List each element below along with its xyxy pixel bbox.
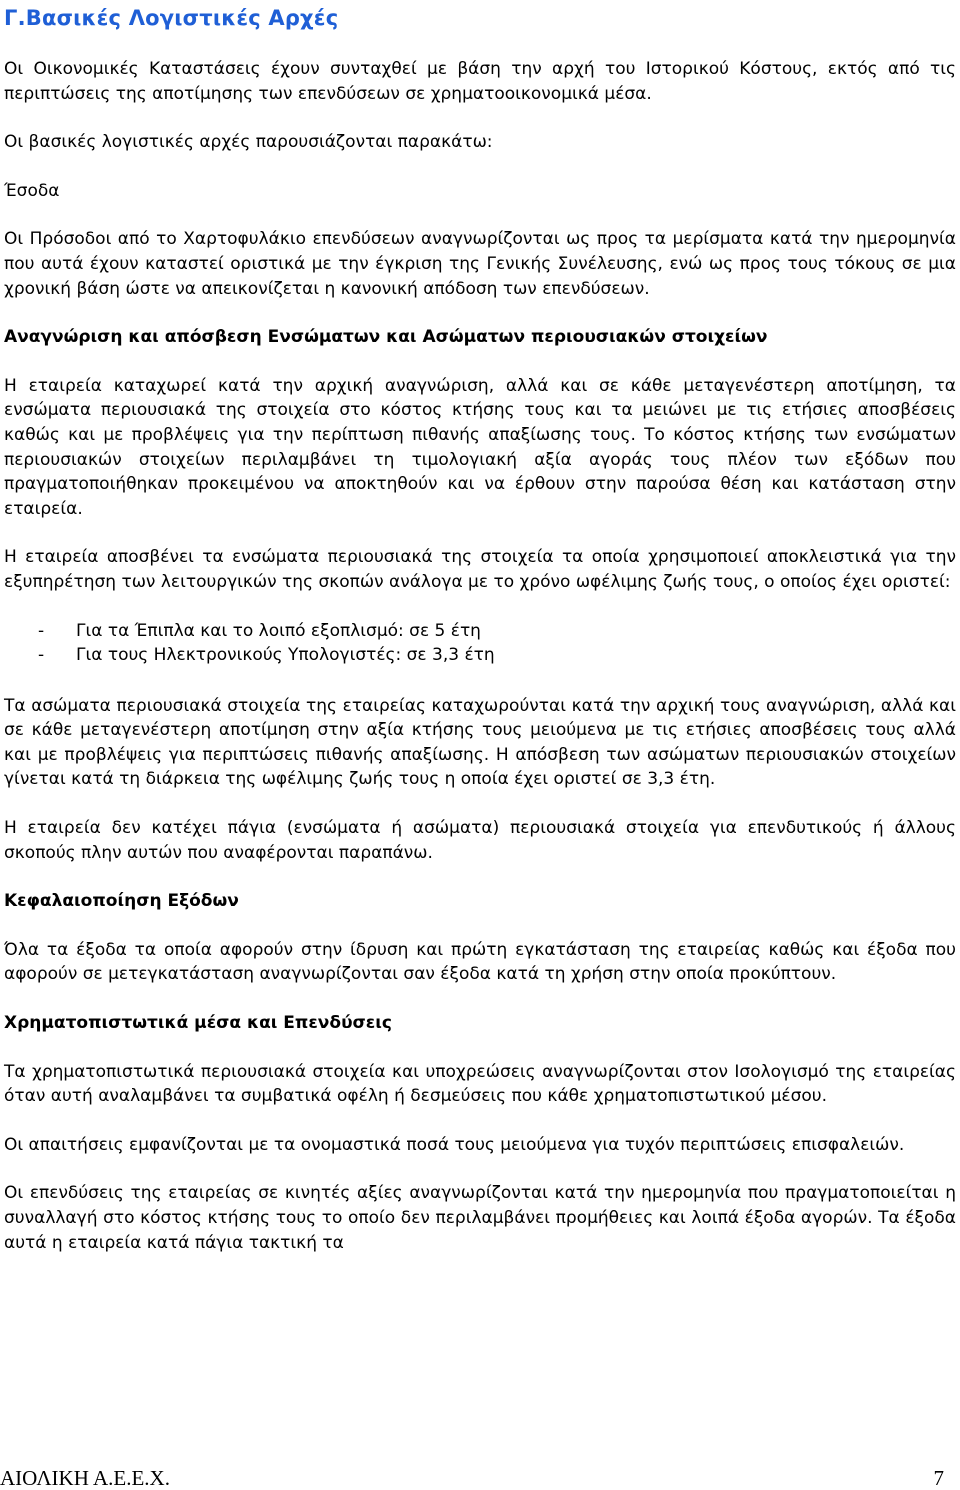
list-item	[4, 619, 956, 644]
principles-intro-paragraph: Οι βασικές λογιστικές αρχές παρουσιάζονται παρακάτω:	[4, 132, 493, 153]
list-item	[4, 643, 956, 668]
footer-company: ΑΙΟΛΙΚΗ Α.Ε.Ε.Χ.	[0, 1466, 170, 1490]
intangible-paragraph: Τα ασώματα περιουσιακά στοιχεία της εταιρείας καταχωρούνται κατά την αρχική τους αναγνώριση, αλλά και σε κάθε μεταγενέστερη αποτίμηση στην αξία κτήσης τους μειούμενα με τις ετήσιες αποσβέσεις τους αλλά και με προβλέψεις για περιπτώσεις πιθανής απαξίωσης. Η απόσβεση των ασώματων περιουσιακών στοιχείων γίνεται κατά τη διάρκεια της ωφέλιμης ζωής τους η οποία έχει οριστεί σε 3,3 έτη.	[4, 695, 956, 790]
financial-paragraph-2: Οι απαιτήσεις εμφανίζονται με τα ονομαστικά ποσά τους μειούμενα για τυχόν περιπτώσεις επισφαλειών.	[4, 1134, 905, 1155]
list-bullet: -	[38, 620, 45, 641]
no-other-assets-paragraph: Η εταιρεία δεν κατέχει πάγια (ενσώματα ή ασώματα) περιουσιακά στοιχεία για επενδυτικούς ή άλλους σκοπούς πλην αυτών που αναφέρονται παραπάνω.	[4, 818, 956, 863]
document-page	[4, 0, 956, 1255]
list-bullet: -	[38, 645, 45, 666]
financial-paragraph-1: Τα χρηματοπιστωτικά περιουσιακά στοιχεία και υποχρεώσεις αναγνωρίζονται στον Ισολογισμό της εταιρείας όταν αυτή αναλαμβάνει τα συμβατικά οφέλη ή δεσμεύσεις που κάθε χρηματοπιστωτικού μέσου.	[4, 1061, 956, 1107]
list-item-text: Για τα Έπιπλα και το λοιπό εξοπλισμό: σε 5 έτη	[76, 620, 481, 641]
assets-paragraph-1: Η εταιρεία καταχωρεί κατά την αρχική αναγνώριση, αλλά και σε κάθε μεταγενέστερη αποτίμηση, τα ενσώματα περιουσιακά της στοιχεία στο κόστος κτήσης τους και τα μειώνει με τις ετήσιες αποσβέσεις καθώς και με προβλέψεις για την περίπτωση πιθανής απαξίωσης τους. Το κόστος κτήσης των ενσώματων περιουσιακών στοιχείων περιλαμβάνει τη τιμολογιακή αξία αγοράς τους πλέον των εξόδων που πραγματοποιήθηκαν προκειμένου να αποκτηθούν και να έρθουν στην παρούσα θέση και κατάσταση στην εταιρεία.	[4, 375, 956, 519]
revenue-paragraph: Οι Πρόσοδοι από το Χαρτοφυλάκιο επενδύσεων αναγνωρίζονται ως προς τα μερίσματα κατά την ημερομηνία που αυτά έχουν καταστεί οριστικά με την έγκριση της Γενικής Συνέλευσης, ενώ ως προς τους τόκους σε μια χρονική βάση ώστε να απεικονίζεται η κανονική απόδοση των επενδύσεων.	[4, 229, 956, 299]
financial-paragraph-3: Οι επενδύσεις της εταιρείας σε κινητές αξίες αναγνωρίζονται κατά την ημερομηνία που πραγματοποιείται η συναλλαγή στο κόστος κτήσης τους το οποίο δεν περιλαμβάνει προμήθειες και λοιπά έξοδα αγορών. Τα έξοδα αυτά η εταιρεία κατά πάγια τακτική τα	[4, 1183, 956, 1253]
section-title: Γ.Βασικές Λογιστικές Αρχές	[4, 6, 339, 30]
useful-life-list	[4, 619, 956, 668]
capitalization-paragraph: Όλα τα έξοδα τα οποία αφορούν στην ίδρυση και πρώτη εγκατάσταση της εταιρείας καθώς και έξοδα που αφορούν σε μετεγκατάσταση αναγνωρίζονται σαν έξοδα κατά τη χρήση στην οποία προκύπτουν.	[4, 939, 956, 985]
intro-paragraph: Οι Οικονομικές Καταστάσεις έχουν συνταχθεί με βάση την αρχή του Ιστορικού Κόστους, εκτός από τις περιπτώσεις της αποτίμησης των επενδύσεων σε χρηματοοικονομικά μέσα.	[4, 59, 956, 104]
capitalization-heading: Κεφαλαιοποίηση Εξόδων	[4, 891, 239, 912]
assets-paragraph-2: Η εταιρεία αποσβένει τα ενσώματα περιουσιακά της στοιχεία τα οποία χρησιμοποιεί αποκλειστικά για την εξυπηρέτηση των λειτουργικών της σκοπών ανάλογα με το χρόνο ωφέλιμης ζωής τους, ο οποίος έχει οριστεί:	[4, 547, 956, 592]
assets-heading: Αναγνώριση και απόσβεση Ενσώματων και Ασώματων περιουσιακών στοιχείων	[4, 327, 768, 348]
list-item-text: Για τους Ηλεκτρονικούς Υπολογιστές: σε 3,3 έτη	[76, 645, 495, 666]
financial-heading: Χρηματοπιστωτικά μέσα και Επενδύσεις	[4, 1013, 392, 1034]
footer-page-number: 7	[933, 1466, 944, 1490]
revenue-heading: Έσοδα	[4, 180, 60, 201]
